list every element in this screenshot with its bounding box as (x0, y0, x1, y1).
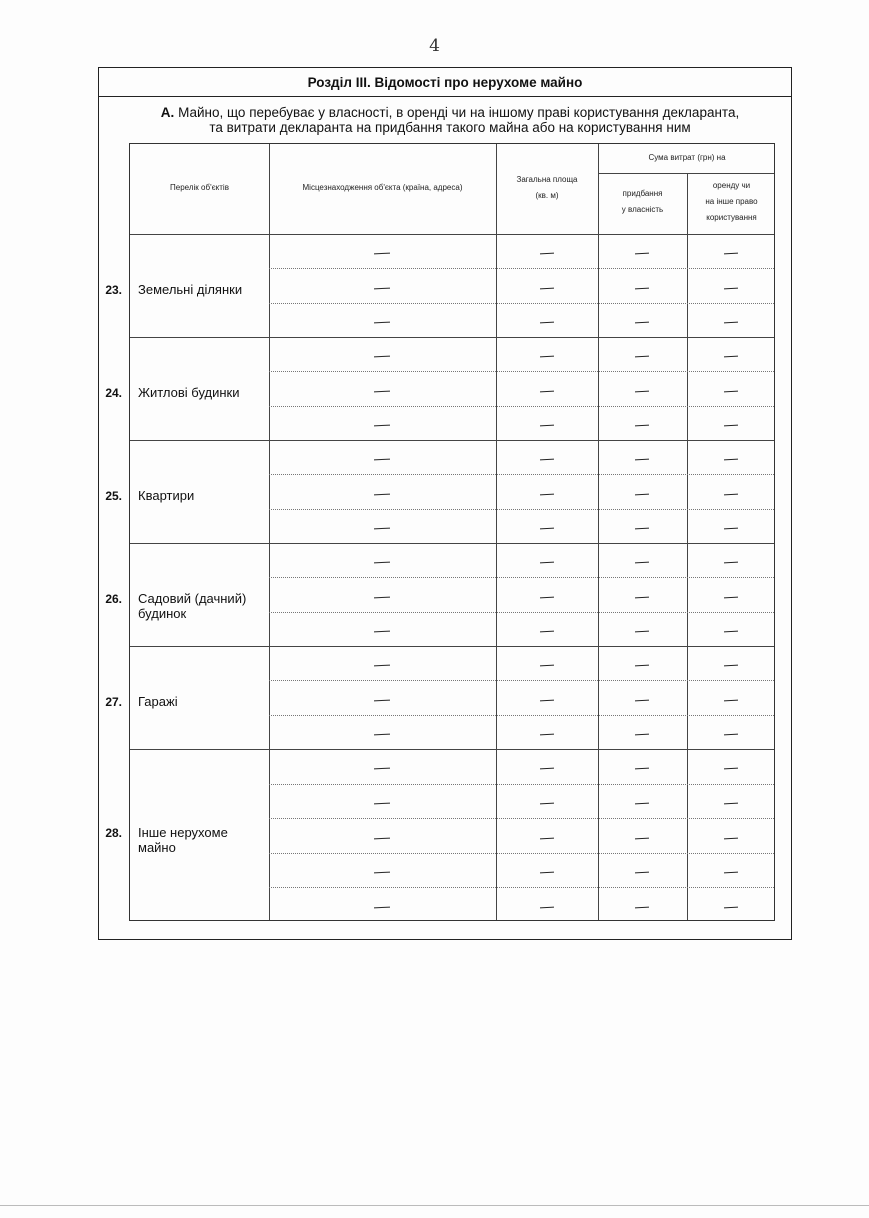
row-name: Інше нерухоме майно (138, 825, 228, 855)
empty-cell-dash (635, 907, 649, 909)
empty-cell-dash (540, 253, 554, 255)
empty-cell-dash (724, 872, 738, 874)
empty-cell-dash (540, 907, 554, 909)
empty-cell-dash (374, 528, 390, 530)
page-bottom-rule (0, 1205, 869, 1206)
header-expenses: Сума витрат (грн) на (648, 153, 726, 162)
empty-cell-dash (635, 872, 649, 874)
empty-cell-dash (540, 665, 554, 667)
empty-cell-dash (635, 562, 649, 564)
empty-cell-dash (540, 803, 554, 805)
empty-cell-dash (374, 253, 390, 255)
empty-cell-dash (540, 734, 554, 736)
empty-cell-dash (635, 391, 649, 393)
subtitle-line1: Майно, що перебуває у власності, в оренді чи на іншому праві користування декларанта, (178, 105, 740, 120)
row-number: 25. (105, 489, 122, 503)
empty-cell-dash (635, 734, 649, 736)
empty-cell-dash (724, 838, 738, 840)
empty-cell-dash (540, 322, 554, 324)
empty-cell-dash (724, 907, 738, 909)
empty-cell-dash (724, 700, 738, 702)
empty-cell-dash (540, 700, 554, 702)
row-number: 24. (105, 386, 122, 400)
row-name: Квартири (138, 488, 195, 503)
row-name: Садовий (дачний) будинок (138, 591, 247, 621)
empty-cell-dash (540, 872, 554, 874)
empty-cell-dash (374, 838, 390, 840)
empty-cell-dash (724, 425, 738, 427)
row-number: 28. (105, 826, 122, 840)
empty-cell-dash (635, 838, 649, 840)
empty-cell-dash (635, 665, 649, 667)
empty-cell-dash (635, 631, 649, 633)
empty-cell-dash (540, 356, 554, 358)
row-name: Гаражі (138, 694, 178, 709)
header-purchase: придбання у власність (621, 189, 664, 214)
empty-cell-dash (635, 322, 649, 324)
empty-cell-dash (540, 528, 554, 530)
empty-cell-dash (724, 734, 738, 736)
empty-cell-dash (635, 425, 649, 427)
empty-cell-dash (724, 253, 738, 255)
property-table (105, 143, 775, 921)
header-area: Загальна площа (кв. м) (516, 175, 578, 200)
empty-cell-dash (540, 425, 554, 427)
empty-cell-dash (724, 391, 738, 393)
empty-cell-dash (724, 665, 738, 667)
row-name: Житлові будинки (138, 385, 240, 400)
empty-cell-dash (374, 494, 390, 496)
empty-cell-dash (540, 459, 554, 461)
row-name: Земельні ділянки (138, 282, 243, 297)
empty-cell-dash (374, 322, 390, 324)
subtitle-letter: А. (160, 105, 175, 120)
empty-cell-dash (374, 665, 390, 667)
empty-cell-dash (540, 768, 554, 770)
empty-cell-dash (374, 907, 390, 909)
empty-cell-dash (540, 391, 554, 393)
empty-cell-dash (374, 734, 390, 736)
empty-cell-dash (540, 562, 554, 564)
empty-cell-dash (635, 288, 649, 290)
empty-cell-dash (540, 838, 554, 840)
subtitle (109, 105, 791, 135)
empty-cell-dash (374, 391, 390, 393)
empty-cell-dash (724, 768, 738, 770)
section-title: Розділ III. Відомості про нерухоме майно (99, 68, 791, 97)
empty-cell-dash (374, 803, 390, 805)
row-number: 23. (105, 283, 122, 297)
empty-cell-dash (635, 356, 649, 358)
empty-cell-dash (635, 768, 649, 770)
empty-cell-dash (374, 459, 390, 461)
empty-cell-dash (635, 528, 649, 530)
header-location: Місцезнаходження об'єкта (країна, адреса) (302, 183, 463, 192)
header-rent: оренду чи на інше право користування (705, 181, 758, 222)
empty-cell-dash (374, 700, 390, 702)
empty-cell-dash (635, 494, 649, 496)
row-number: 27. (105, 695, 122, 709)
empty-cell-dash (724, 528, 738, 530)
empty-cell-dash (724, 288, 738, 290)
empty-cell-dash (724, 322, 738, 324)
empty-cell-dash (635, 700, 649, 702)
empty-cell-dash (724, 803, 738, 805)
empty-cell-dash (374, 425, 390, 427)
empty-cell-dash (374, 288, 390, 290)
empty-cell-dash (374, 356, 390, 358)
empty-cell-dash (635, 253, 649, 255)
header-objects: Перелік об'єктів (170, 183, 229, 192)
page-number: 4 (429, 36, 440, 56)
row-number: 26. (105, 592, 122, 606)
empty-cell-dash (374, 768, 390, 770)
empty-cell-dash (540, 631, 554, 633)
empty-cell-dash (374, 631, 390, 633)
empty-cell-dash (724, 494, 738, 496)
empty-cell-dash (540, 494, 554, 496)
empty-cell-dash (635, 459, 649, 461)
empty-cell-dash (724, 356, 738, 358)
empty-cell-dash (724, 597, 738, 599)
empty-cell-dash (724, 631, 738, 633)
empty-cell-dash (374, 597, 390, 599)
declaration-section-frame (98, 67, 792, 940)
subtitle-line2: та витрати декларанта на придбання такого майна або на користування ним (209, 120, 691, 135)
empty-cell-dash (635, 597, 649, 599)
empty-cell-dash (540, 288, 554, 290)
empty-cell-dash (724, 562, 738, 564)
empty-cell-dash (374, 872, 390, 874)
empty-cell-dash (540, 597, 554, 599)
empty-cell-dash (635, 803, 649, 805)
empty-cell-dash (724, 459, 738, 461)
empty-cell-dash (374, 562, 390, 564)
